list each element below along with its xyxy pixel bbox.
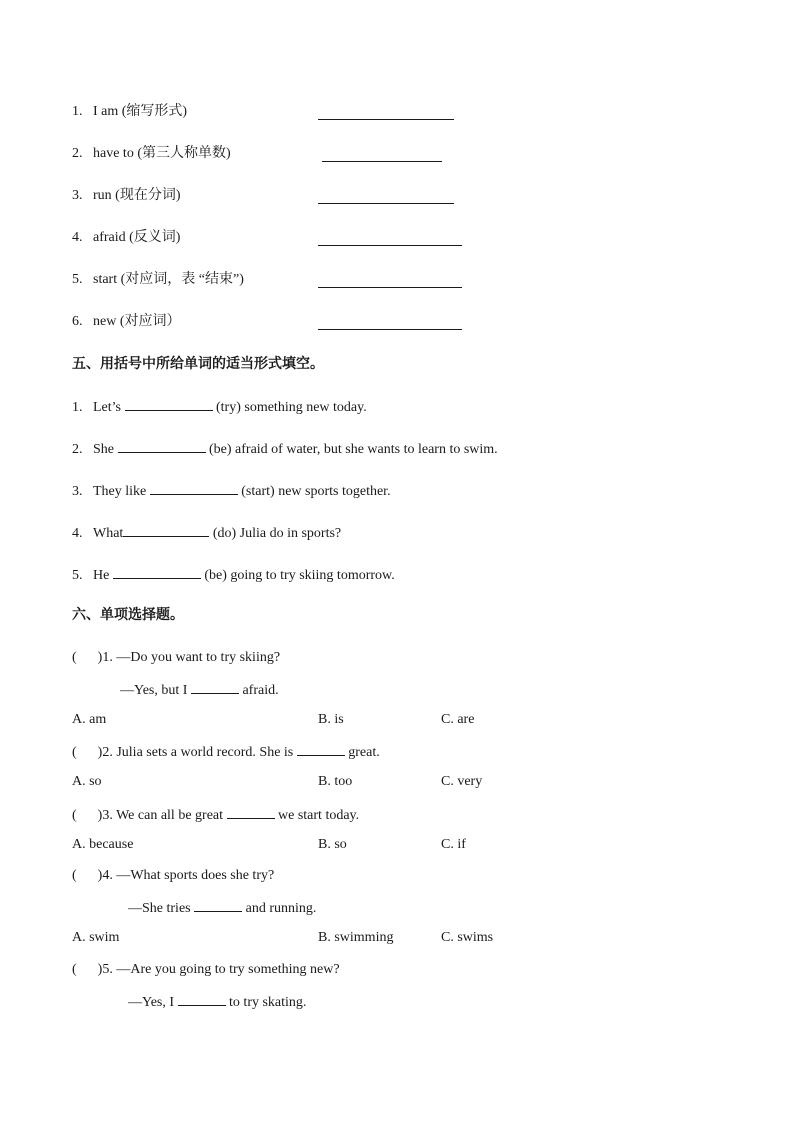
option-c[interactable]: C. swims (441, 930, 494, 945)
s5-item-4 (72, 523, 341, 543)
s5-item-1 (72, 397, 367, 417)
answer-blank[interactable] (318, 329, 462, 330)
item-text: have to (第三人称单数) (93, 146, 231, 161)
option-a[interactable]: A. swim (72, 930, 120, 945)
question-text: —Do you want to try skiing? (116, 650, 281, 665)
item-text: afraid (反义词) (93, 230, 181, 245)
option-c[interactable]: C. if (441, 837, 466, 852)
question-number: )3. (97, 808, 113, 823)
question-post: we start today. (278, 808, 360, 823)
question-number: )2. (97, 745, 113, 760)
question-4 (72, 867, 274, 885)
question-3 (72, 805, 359, 825)
s5-item-2 (72, 439, 498, 459)
s4-item-1 (72, 103, 187, 121)
question-1-reply (120, 680, 279, 700)
item-pre: She (93, 442, 114, 457)
s4-item-5 (72, 271, 244, 289)
option-b[interactable]: B. swimming (318, 930, 394, 945)
question-1 (72, 649, 280, 667)
question-2 (72, 742, 380, 762)
item-text: new (对应词） (93, 314, 181, 329)
question-text: —Are you going to try something new? (116, 962, 340, 977)
question-number: )5. (97, 962, 113, 977)
item-number: 4. (72, 230, 83, 245)
item-number: 3. (72, 484, 83, 499)
reply-post: afraid. (242, 683, 279, 698)
section-5-title: 五、用括号中所给单词的适当形式填空。 (72, 356, 324, 372)
question-number: )4. (97, 868, 113, 883)
section-6-title: 六、单项选择题。 (72, 607, 184, 623)
item-number: 5. (72, 568, 83, 583)
s5-item-3 (72, 481, 391, 501)
item-pre: What (93, 526, 124, 541)
option-b[interactable]: B. too (318, 774, 353, 789)
answer-blank[interactable] (178, 992, 226, 1006)
question-pre: We can all be great (116, 808, 224, 823)
answer-blank[interactable] (150, 481, 238, 495)
option-c[interactable]: C. very (441, 774, 483, 789)
item-text: run (现在分词) (93, 188, 181, 203)
question-4-reply (128, 898, 316, 918)
question-text: —What sports does she try? (116, 868, 275, 883)
option-a[interactable]: A. because (72, 837, 134, 852)
question-5-reply (128, 992, 306, 1012)
question-post: great. (348, 745, 380, 760)
answer-blank[interactable] (227, 805, 275, 819)
reply-pre: —Yes, but I (120, 683, 188, 698)
answer-blank[interactable] (194, 898, 242, 912)
question-pre: Julia sets a world record. She is (116, 745, 294, 760)
answer-paren-open[interactable]: ( (72, 650, 77, 665)
answer-paren-open[interactable]: ( (72, 962, 77, 977)
answer-paren-open[interactable]: ( (72, 868, 77, 883)
item-number: 1. (72, 400, 83, 415)
s4-item-6 (72, 313, 181, 331)
s4-item-4 (72, 229, 180, 247)
item-pre: They like (93, 484, 147, 499)
answer-blank[interactable] (118, 439, 206, 453)
answer-blank[interactable] (123, 523, 209, 537)
item-text: I am (缩写形式) (93, 104, 188, 119)
option-a[interactable]: A. so (72, 774, 102, 789)
item-number: 1. (72, 104, 83, 119)
answer-blank[interactable] (125, 397, 213, 411)
s4-item-2 (72, 145, 231, 163)
item-number: 6. (72, 314, 83, 329)
option-c[interactable]: C. are (441, 712, 475, 727)
option-b[interactable]: B. is (318, 712, 344, 727)
answer-blank[interactable] (297, 742, 345, 756)
answer-blank[interactable] (322, 161, 442, 162)
answer-blank[interactable] (318, 245, 462, 246)
item-number: 3. (72, 188, 83, 203)
item-post: (do) Julia do in sports? (212, 526, 342, 541)
answer-blank[interactable] (318, 203, 454, 204)
item-pre: He (93, 568, 110, 583)
item-post: (be) going to try skiing tomorrow. (204, 568, 395, 583)
answer-paren-open[interactable]: ( (72, 808, 77, 823)
item-post: (try) something new today. (216, 400, 367, 415)
s5-item-5 (72, 565, 395, 585)
reply-pre: —She tries (128, 901, 191, 916)
option-a[interactable]: A. am (72, 712, 107, 727)
item-text: start (对应词，表 “结束”) (93, 272, 244, 287)
answer-blank[interactable] (318, 119, 454, 120)
answer-paren-open[interactable]: ( (72, 745, 77, 760)
question-5 (72, 961, 340, 979)
item-number: 2. (72, 146, 83, 161)
reply-post: to try skating. (229, 995, 307, 1010)
answer-blank[interactable] (113, 565, 201, 579)
answer-blank[interactable] (191, 680, 239, 694)
reply-pre: —Yes, I (128, 995, 175, 1010)
item-number: 5. (72, 272, 83, 287)
question-number: )1. (97, 650, 113, 665)
option-b[interactable]: B. so (318, 837, 347, 852)
item-number: 2. (72, 442, 83, 457)
reply-post: and running. (245, 901, 317, 916)
item-post: (be) afraid of water, but she wants to learn to swim. (209, 442, 498, 457)
item-pre: Let’s (93, 400, 121, 415)
s4-item-3 (72, 187, 181, 205)
item-post: (start) new sports together. (241, 484, 391, 499)
item-number: 4. (72, 526, 83, 541)
answer-blank[interactable] (318, 287, 462, 288)
